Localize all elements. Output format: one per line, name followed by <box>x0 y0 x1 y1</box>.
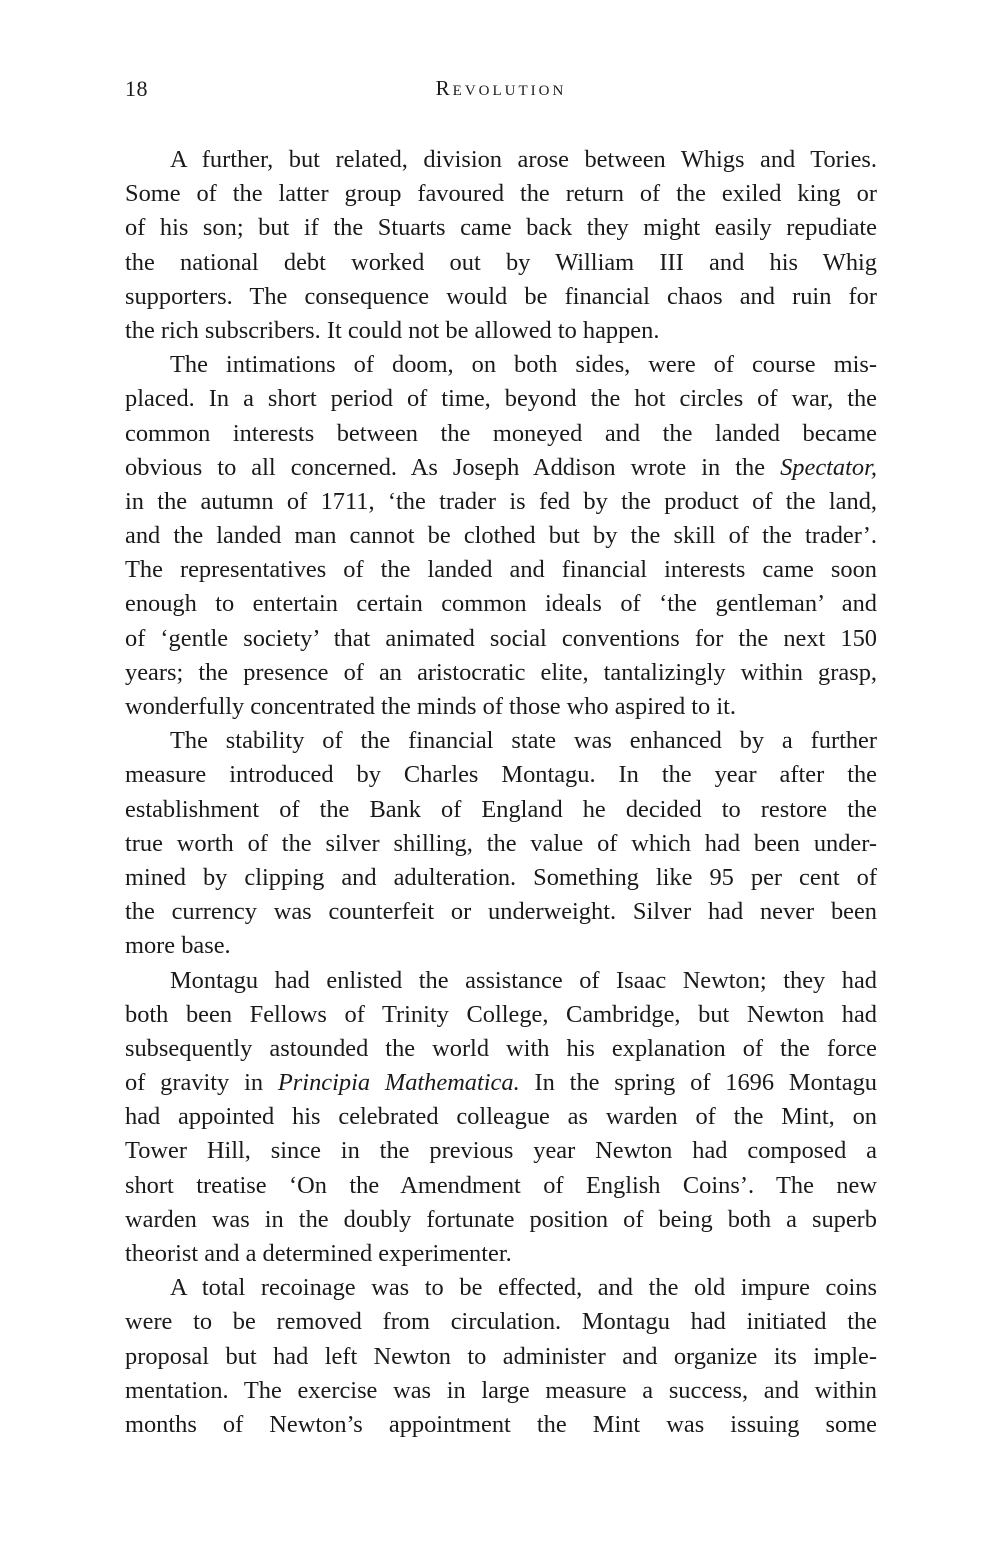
text-line <box>125 451 877 485</box>
text-run: of gravity in <box>125 1069 264 1097</box>
text-line: Tower Hill, since in the previous year Newton had composed a <box>125 1137 877 1165</box>
text-line: the currency was counterfeit or underweight. Silver had never been <box>125 898 877 926</box>
body-text <box>125 143 877 1442</box>
text-line: in the autumn of 1711, ‘the trader is fed by the product of the land, <box>125 487 877 515</box>
text-line: The intimations of doom, on both sides, were of course mis- <box>170 351 877 379</box>
text-line: establishment of the Bank of England he decided to restore the <box>125 795 877 823</box>
text-line: years; the presence of an aristocratic elite, tantalizingly within grasp, <box>125 658 877 686</box>
text-line: common interests between the moneyed and the landed became <box>125 419 877 447</box>
italic-title: Spectator, <box>780 453 877 481</box>
running-title: Revolution <box>435 76 567 100</box>
text-line: placed. In a short period of time, beyond the hot circles of war, the <box>125 385 877 413</box>
text-line: both been Fellows of Trinity College, Cambridge, but Newton had <box>125 1000 877 1028</box>
text-line: enough to entertain certain common ideals of ‘the gentleman’ and <box>125 590 877 618</box>
text-line: The representatives of the landed and financial interests came soon <box>125 556 877 584</box>
text-line: theorist and a determined experimenter. <box>125 1240 512 1267</box>
text-line <box>125 1066 877 1100</box>
text-line: warden was in the doubly fortunate position of being both a superb <box>125 1205 877 1233</box>
text-run: obvious to all concerned. As Joseph Addison wrote in the <box>125 453 766 481</box>
text-line: were to be removed from circulation. Montagu had initiated the <box>125 1308 877 1336</box>
running-head <box>125 76 877 108</box>
text-run: In the spring of 1696 Montagu <box>534 1069 877 1097</box>
text-line: more base. <box>125 932 231 960</box>
text-line: months of Newton’s appointment the Mint was issuing some <box>125 1410 877 1438</box>
text-line: and the landed man cannot be clothed but by the skill of the trader’. <box>125 522 877 550</box>
text-line: Some of the latter group favoured the return of the exiled king or <box>125 180 877 208</box>
text-line: proposal but had left Newton to administer and organize its imple- <box>125 1342 877 1370</box>
text-line: short treatise ‘On the Amendment of English Coins’. The new <box>125 1171 877 1199</box>
text-line: Montagu had enlisted the assistance of Isaac Newton; they had <box>170 966 877 994</box>
text-line: the rich subscribers. It could not be allowed to happen. <box>125 316 660 344</box>
text-line: mentation. The exercise was in large measure a success, and within <box>125 1376 877 1404</box>
italic-title: Principia Mathematica. <box>277 1069 520 1097</box>
text-line: A further, but related, division arose between Whigs and Tories. <box>170 146 877 173</box>
text-line: The stability of the financial state was enhanced by a further <box>170 727 877 755</box>
text-line: wonderfully concentrated the minds of those who aspired to it. <box>125 693 736 720</box>
text-line: measure introduced by Charles Montagu. In the year after the <box>125 761 877 789</box>
text-line: A total recoinage was to be effected, and the old impure coins <box>170 1274 877 1302</box>
text-line: subsequently astounded the world with his explanation of the force <box>125 1034 877 1062</box>
text-line: of his son; but if the Stuarts came back they might easily repudiate <box>125 214 877 242</box>
text-line: the national debt worked out by William III and his Whig <box>125 248 877 276</box>
text-line: had appointed his celebrated colleague as warden of the Mint, on <box>125 1103 877 1131</box>
text-line: true worth of the silver shilling, the value of which had been under- <box>125 829 877 857</box>
page-number: 18 <box>125 76 148 101</box>
text-line: mined by clipping and adulteration. Something like 95 per cent of <box>125 863 877 891</box>
text-line: supporters. The consequence would be financial chaos and ruin for <box>125 282 877 310</box>
text-line: of ‘gentle society’ that animated social conventions for the next 150 <box>125 624 877 652</box>
